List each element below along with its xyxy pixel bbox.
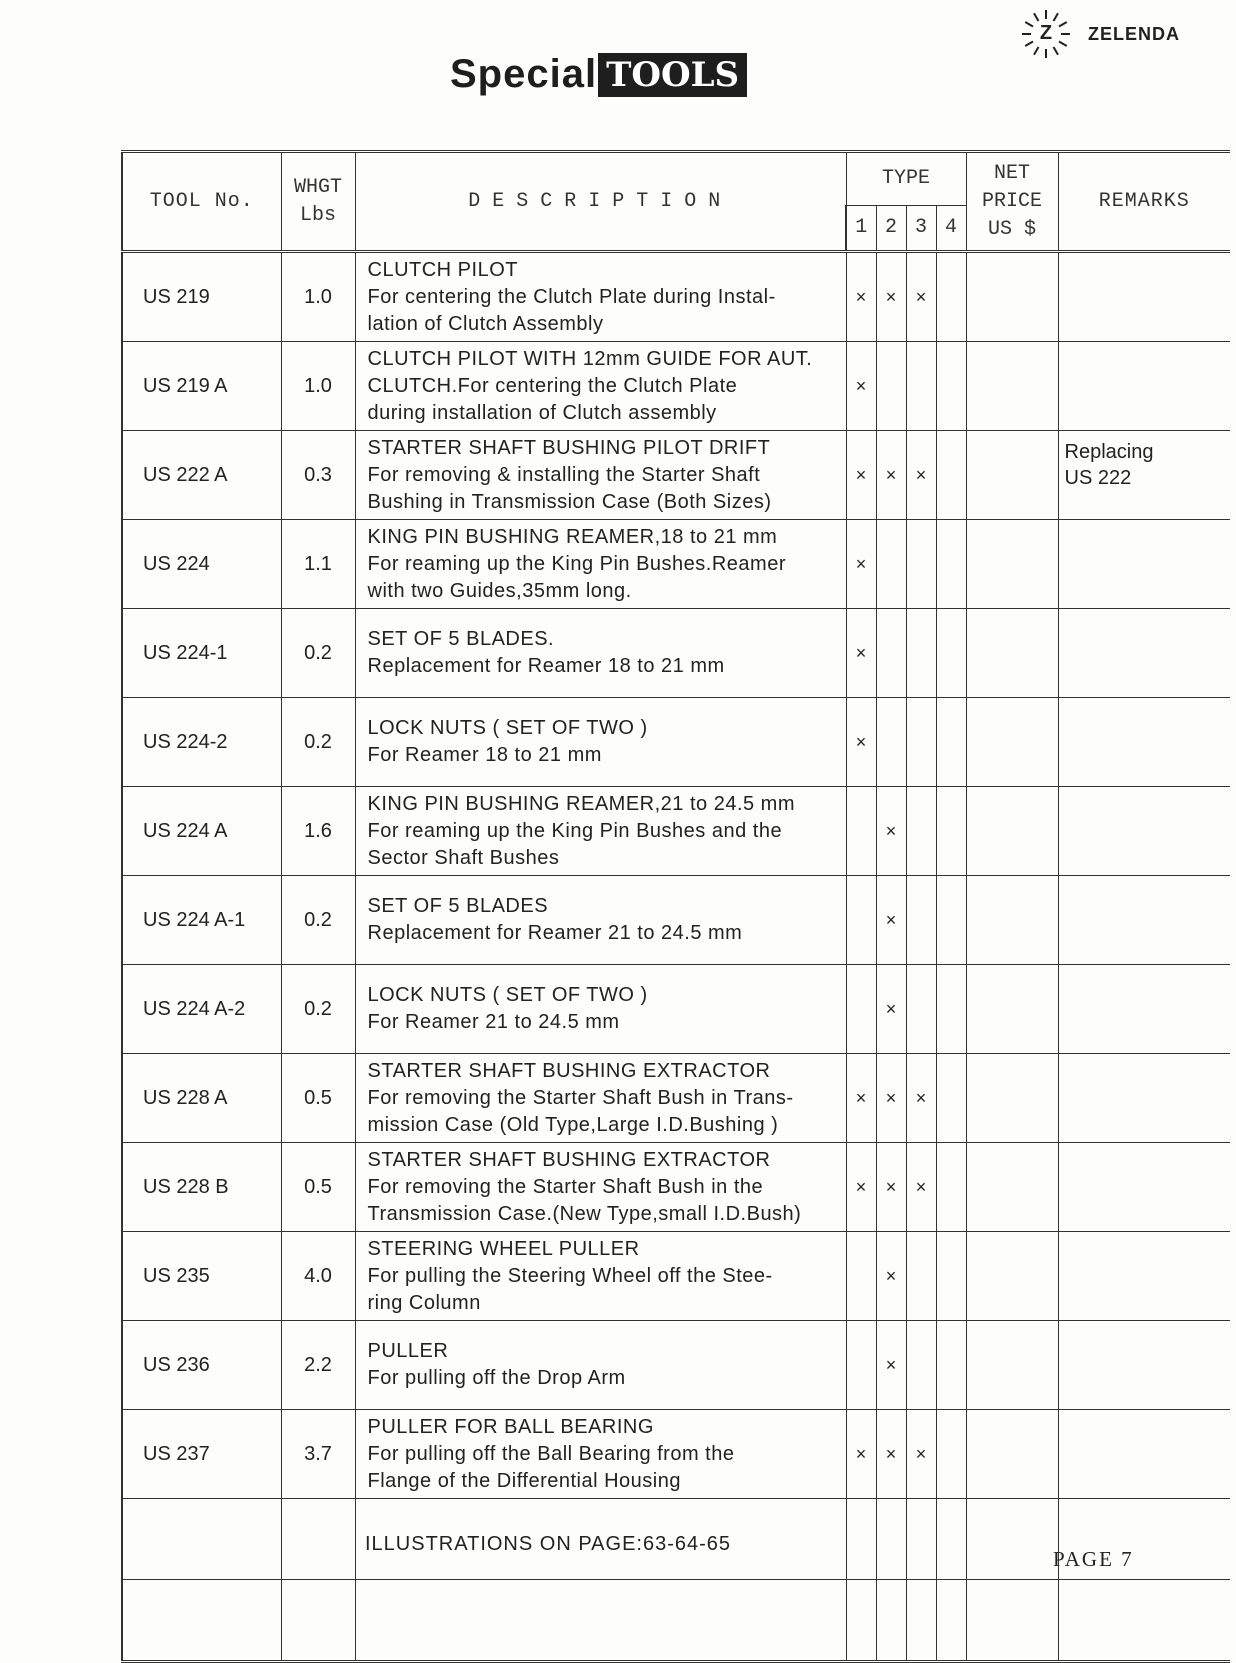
description-line: For pulling off the Drop Arm xyxy=(367,1367,626,1389)
remarks xyxy=(1058,876,1230,965)
net-price xyxy=(966,1410,1058,1499)
type-2-mark xyxy=(876,698,906,787)
tool-weight: 0.2 xyxy=(281,609,355,698)
tool-description xyxy=(355,876,846,965)
header-price-line3: US $ xyxy=(988,217,1037,241)
type-3-mark: × xyxy=(906,252,936,342)
tool-description xyxy=(355,965,846,1054)
blank-cell xyxy=(846,1499,876,1580)
description-line: For reaming up the King Pin Bushes and the xyxy=(367,819,783,842)
tool-weight: 0.5 xyxy=(281,1143,355,1232)
blank-cell xyxy=(281,1499,355,1580)
remarks xyxy=(1058,520,1230,609)
type-3-mark xyxy=(906,1321,936,1410)
tool-number: US 224 A-2 xyxy=(122,965,281,1054)
remarks-line: US 222 xyxy=(1064,467,1132,489)
remarks xyxy=(1058,609,1230,698)
tool-number: US 236 xyxy=(122,1321,281,1410)
net-price xyxy=(966,609,1058,698)
page-number: PAGE 7 xyxy=(1053,1547,1134,1571)
type-2-mark: × xyxy=(876,876,906,965)
table-row xyxy=(122,698,1230,787)
blank-cell xyxy=(846,1580,876,1662)
type-3-mark: × xyxy=(906,1054,936,1143)
net-price xyxy=(966,431,1058,520)
description-line: For Reamer 18 to 21 mm xyxy=(367,744,602,766)
type-1-mark: × xyxy=(846,431,876,520)
net-price xyxy=(966,698,1058,787)
type-1-mark: × xyxy=(846,609,876,698)
type-1-mark: × xyxy=(846,520,876,609)
type-4-mark xyxy=(936,965,966,1054)
header-type: TYPE xyxy=(846,152,966,206)
blank-row xyxy=(122,1580,1230,1662)
blank-cell xyxy=(876,1580,906,1662)
type-2-mark: × xyxy=(876,787,906,876)
type-1-mark: × xyxy=(846,1054,876,1143)
remarks xyxy=(1058,1321,1230,1410)
tool-number: US 235 xyxy=(122,1232,281,1321)
type-1-mark: × xyxy=(846,342,876,431)
description-line: lation of Clutch Assembly xyxy=(367,312,604,335)
tool-weight: 2.2 xyxy=(281,1321,355,1410)
description-line: For Reamer 21 to 24.5 mm xyxy=(367,1011,620,1033)
type-3-mark xyxy=(906,520,936,609)
remarks-line: Replacing xyxy=(1064,441,1154,463)
net-price xyxy=(966,1321,1058,1410)
title-special: Special xyxy=(450,52,598,96)
description-line: For removing the Starter Shaft Bush in Trans- xyxy=(367,1086,794,1109)
type-2-mark: × xyxy=(876,1232,906,1321)
net-price xyxy=(966,965,1058,1054)
type-3-mark xyxy=(906,609,936,698)
description-line: CLUTCH.For centering the Clutch Plate xyxy=(367,374,738,397)
type-3-mark: × xyxy=(906,1143,936,1232)
description-line: Flange of the Differential Housing xyxy=(367,1469,681,1492)
tool-weight: 0.2 xyxy=(281,698,355,787)
header-weight xyxy=(281,152,355,252)
tool-description xyxy=(355,1321,846,1410)
tool-description xyxy=(355,1410,846,1499)
tool-description xyxy=(355,520,846,609)
header-description: DESCRIPTION xyxy=(355,152,846,252)
description-line: Sector Shaft Bushes xyxy=(367,846,560,869)
description-line: For pulling the Steering Wheel off the Stee- xyxy=(367,1264,773,1287)
tool-weight: 1.6 xyxy=(281,787,355,876)
tool-weight: 1.1 xyxy=(281,520,355,609)
tool-weight: 0.2 xyxy=(281,965,355,1054)
table-row xyxy=(122,609,1230,698)
type-1-mark xyxy=(846,787,876,876)
tool-weight: 0.3 xyxy=(281,431,355,520)
description-line: STARTER SHAFT BUSHING PILOT DRIFT xyxy=(367,436,771,459)
description-line: SET OF 5 BLADES. xyxy=(367,628,555,650)
table-row xyxy=(122,1410,1230,1499)
brand-name: ZELENDA xyxy=(1088,23,1180,44)
description-line: mission Case (Old Type,Large I.D.Bushing ) xyxy=(367,1113,779,1136)
type-4-mark xyxy=(936,787,966,876)
net-price xyxy=(966,1054,1058,1143)
net-price xyxy=(966,1232,1058,1321)
type-4-mark xyxy=(936,520,966,609)
description-line: LOCK NUTS ( SET OF TWO ) xyxy=(367,984,648,1006)
description-line: Replacement for Reamer 18 to 21 mm xyxy=(367,655,725,677)
tool-number: US 219 xyxy=(122,252,281,342)
tool-weight: 0.5 xyxy=(281,1054,355,1143)
type-1-mark: × xyxy=(846,1410,876,1499)
tool-number: US 224-1 xyxy=(122,609,281,698)
description-line: Replacement for Reamer 21 to 24.5 mm xyxy=(367,922,743,944)
table-row xyxy=(122,342,1230,431)
description-line: For removing & installing the Starter Shaft xyxy=(367,463,761,486)
blank-cell xyxy=(936,1580,966,1662)
tool-number: US 228 B xyxy=(122,1143,281,1232)
blank-cell xyxy=(936,1499,966,1580)
tool-number: US 224-2 xyxy=(122,698,281,787)
description-line: STARTER SHAFT BUSHING EXTRACTOR xyxy=(367,1059,771,1082)
remarks xyxy=(1058,787,1230,876)
blank-cell xyxy=(876,1499,906,1580)
description-line: LOCK NUTS ( SET OF TWO ) xyxy=(367,717,648,739)
header-type-2: 2 xyxy=(876,206,906,252)
type-1-mark xyxy=(846,965,876,1054)
description-line: STEERING WHEEL PULLER xyxy=(367,1237,640,1260)
description-line: CLUTCH PILOT WITH 12mm GUIDE FOR AUT. xyxy=(367,347,813,370)
description-line: KING PIN BUSHING REAMER,21 to 24.5 mm xyxy=(367,792,795,815)
table-row xyxy=(122,787,1230,876)
tool-description xyxy=(355,431,846,520)
type-4-mark xyxy=(936,698,966,787)
title-tools-badge: TOOLS xyxy=(598,53,747,97)
tool-weight: 1.0 xyxy=(281,342,355,431)
type-1-mark: × xyxy=(846,698,876,787)
type-1-mark xyxy=(846,1232,876,1321)
header-tool-no: TOOL No. xyxy=(122,152,281,252)
type-3-mark: × xyxy=(906,1410,936,1499)
type-1-mark: × xyxy=(846,1143,876,1232)
type-4-mark xyxy=(936,1321,966,1410)
header-weight-line2: Lbs xyxy=(299,203,336,227)
description-line: PULLER xyxy=(367,1340,449,1362)
tool-weight: 0.2 xyxy=(281,876,355,965)
description-line: SET OF 5 BLADES xyxy=(367,895,549,917)
type-4-mark xyxy=(936,342,966,431)
tool-description xyxy=(355,609,846,698)
net-price xyxy=(966,1143,1058,1232)
description-line: Transmission Case.(New Type,small I.D.Bush) xyxy=(367,1202,802,1225)
table-row xyxy=(122,252,1230,342)
special-tools-table xyxy=(121,150,1230,1663)
table-row xyxy=(122,876,1230,965)
tool-weight: 1.0 xyxy=(281,252,355,342)
type-3-mark xyxy=(906,876,936,965)
type-2-mark xyxy=(876,342,906,431)
blank-cell xyxy=(281,1580,355,1662)
table-row xyxy=(122,1232,1230,1321)
header-type-4: 4 xyxy=(936,206,966,252)
description-line: Bushing in Transmission Case (Both Sizes) xyxy=(367,490,772,513)
header-price-line2: PRICE xyxy=(982,189,1043,213)
type-2-mark: × xyxy=(876,1054,906,1143)
type-3-mark xyxy=(906,698,936,787)
tool-description xyxy=(355,1143,846,1232)
description-line: For centering the Clutch Plate during Instal- xyxy=(367,285,776,308)
tool-description xyxy=(355,698,846,787)
illustrations-note: ILLUSTRATIONS ON PAGE:63-64-65 xyxy=(365,1533,732,1555)
type-2-mark: × xyxy=(876,1410,906,1499)
type-3-mark xyxy=(906,787,936,876)
type-2-mark xyxy=(876,609,906,698)
tool-description xyxy=(355,787,846,876)
table-row xyxy=(122,520,1230,609)
type-2-mark: × xyxy=(876,1321,906,1410)
tool-number: US 237 xyxy=(122,1410,281,1499)
net-price xyxy=(966,342,1058,431)
type-3-mark: × xyxy=(906,431,936,520)
page-title xyxy=(450,52,747,97)
type-3-mark xyxy=(906,342,936,431)
description-line: For pulling off the Ball Bearing from the xyxy=(367,1442,735,1465)
net-price xyxy=(966,876,1058,965)
type-4-mark xyxy=(936,1054,966,1143)
type-4-mark xyxy=(936,876,966,965)
remarks xyxy=(1058,431,1230,520)
description-line: during installation of Clutch assembly xyxy=(367,401,717,424)
remarks xyxy=(1058,698,1230,787)
tool-description xyxy=(355,342,846,431)
header-weight-line1: WHGT xyxy=(293,175,342,199)
tool-number: US 224 A-1 xyxy=(122,876,281,965)
table-row xyxy=(122,965,1230,1054)
type-2-mark: × xyxy=(876,965,906,1054)
blank-cell xyxy=(355,1580,846,1662)
header-remarks: REMARKS xyxy=(1058,152,1230,252)
type-2-mark: × xyxy=(876,1143,906,1232)
net-price xyxy=(966,520,1058,609)
table-row xyxy=(122,1143,1230,1232)
remarks xyxy=(1058,1054,1230,1143)
type-4-mark xyxy=(936,1232,966,1321)
tool-number: US 222 A xyxy=(122,431,281,520)
type-4-mark xyxy=(936,252,966,342)
blank-cell xyxy=(906,1580,936,1662)
brand-letter: Z xyxy=(1039,22,1053,44)
type-2-mark: × xyxy=(876,431,906,520)
header-type-3: 3 xyxy=(906,206,936,252)
description-line: PULLER FOR BALL BEARING xyxy=(367,1415,654,1438)
blank-cell xyxy=(966,1580,1058,1662)
tool-weight: 3.7 xyxy=(281,1410,355,1499)
remarks xyxy=(1058,1410,1230,1499)
header-type-1: 1 xyxy=(846,206,876,252)
table-row xyxy=(122,1321,1230,1410)
tool-number: US 224 xyxy=(122,520,281,609)
remarks xyxy=(1058,252,1230,342)
type-3-mark xyxy=(906,1232,936,1321)
tool-weight: 4.0 xyxy=(281,1232,355,1321)
blank-cell xyxy=(122,1580,281,1662)
type-2-mark xyxy=(876,520,906,609)
tool-number: US 224 A xyxy=(122,787,281,876)
brand-logo xyxy=(1022,10,1180,58)
description-line: STARTER SHAFT BUSHING EXTRACTOR xyxy=(367,1148,771,1171)
description-line: CLUTCH PILOT xyxy=(367,258,518,281)
description-line: ring Column xyxy=(367,1291,481,1314)
table-row xyxy=(122,1054,1230,1143)
blank-cell xyxy=(906,1499,936,1580)
table-row xyxy=(122,431,1230,520)
header-price-line1: NET xyxy=(994,161,1031,185)
header-net-price xyxy=(966,152,1058,252)
type-4-mark xyxy=(936,609,966,698)
zelenda-sunburst-icon xyxy=(1022,10,1070,58)
blank-cell xyxy=(122,1499,281,1580)
description-line: with two Guides,35mm long. xyxy=(367,579,632,602)
type-4-mark xyxy=(936,1410,966,1499)
net-price xyxy=(966,252,1058,342)
tool-description xyxy=(355,252,846,342)
type-1-mark xyxy=(846,1321,876,1410)
description-line: For removing the Starter Shaft Bush in the xyxy=(367,1175,764,1198)
type-1-mark: × xyxy=(846,252,876,342)
tool-description xyxy=(355,1232,846,1321)
remarks xyxy=(1058,342,1230,431)
tool-number: US 228 A xyxy=(122,1054,281,1143)
type-4-mark xyxy=(936,1143,966,1232)
type-3-mark xyxy=(906,965,936,1054)
remarks xyxy=(1058,1143,1230,1232)
remarks xyxy=(1058,1232,1230,1321)
blank-cell xyxy=(966,1499,1058,1580)
type-2-mark: × xyxy=(876,252,906,342)
remarks xyxy=(1058,965,1230,1054)
net-price xyxy=(966,787,1058,876)
description-line: For reaming up the King Pin Bushes.Reamer xyxy=(367,552,786,575)
tool-description xyxy=(355,1054,846,1143)
tool-number: US 219 A xyxy=(122,342,281,431)
description-line: KING PIN BUSHING REAMER,18 to 21 mm xyxy=(367,525,778,548)
type-1-mark xyxy=(846,876,876,965)
type-4-mark xyxy=(936,431,966,520)
blank-cell xyxy=(1058,1580,1230,1662)
